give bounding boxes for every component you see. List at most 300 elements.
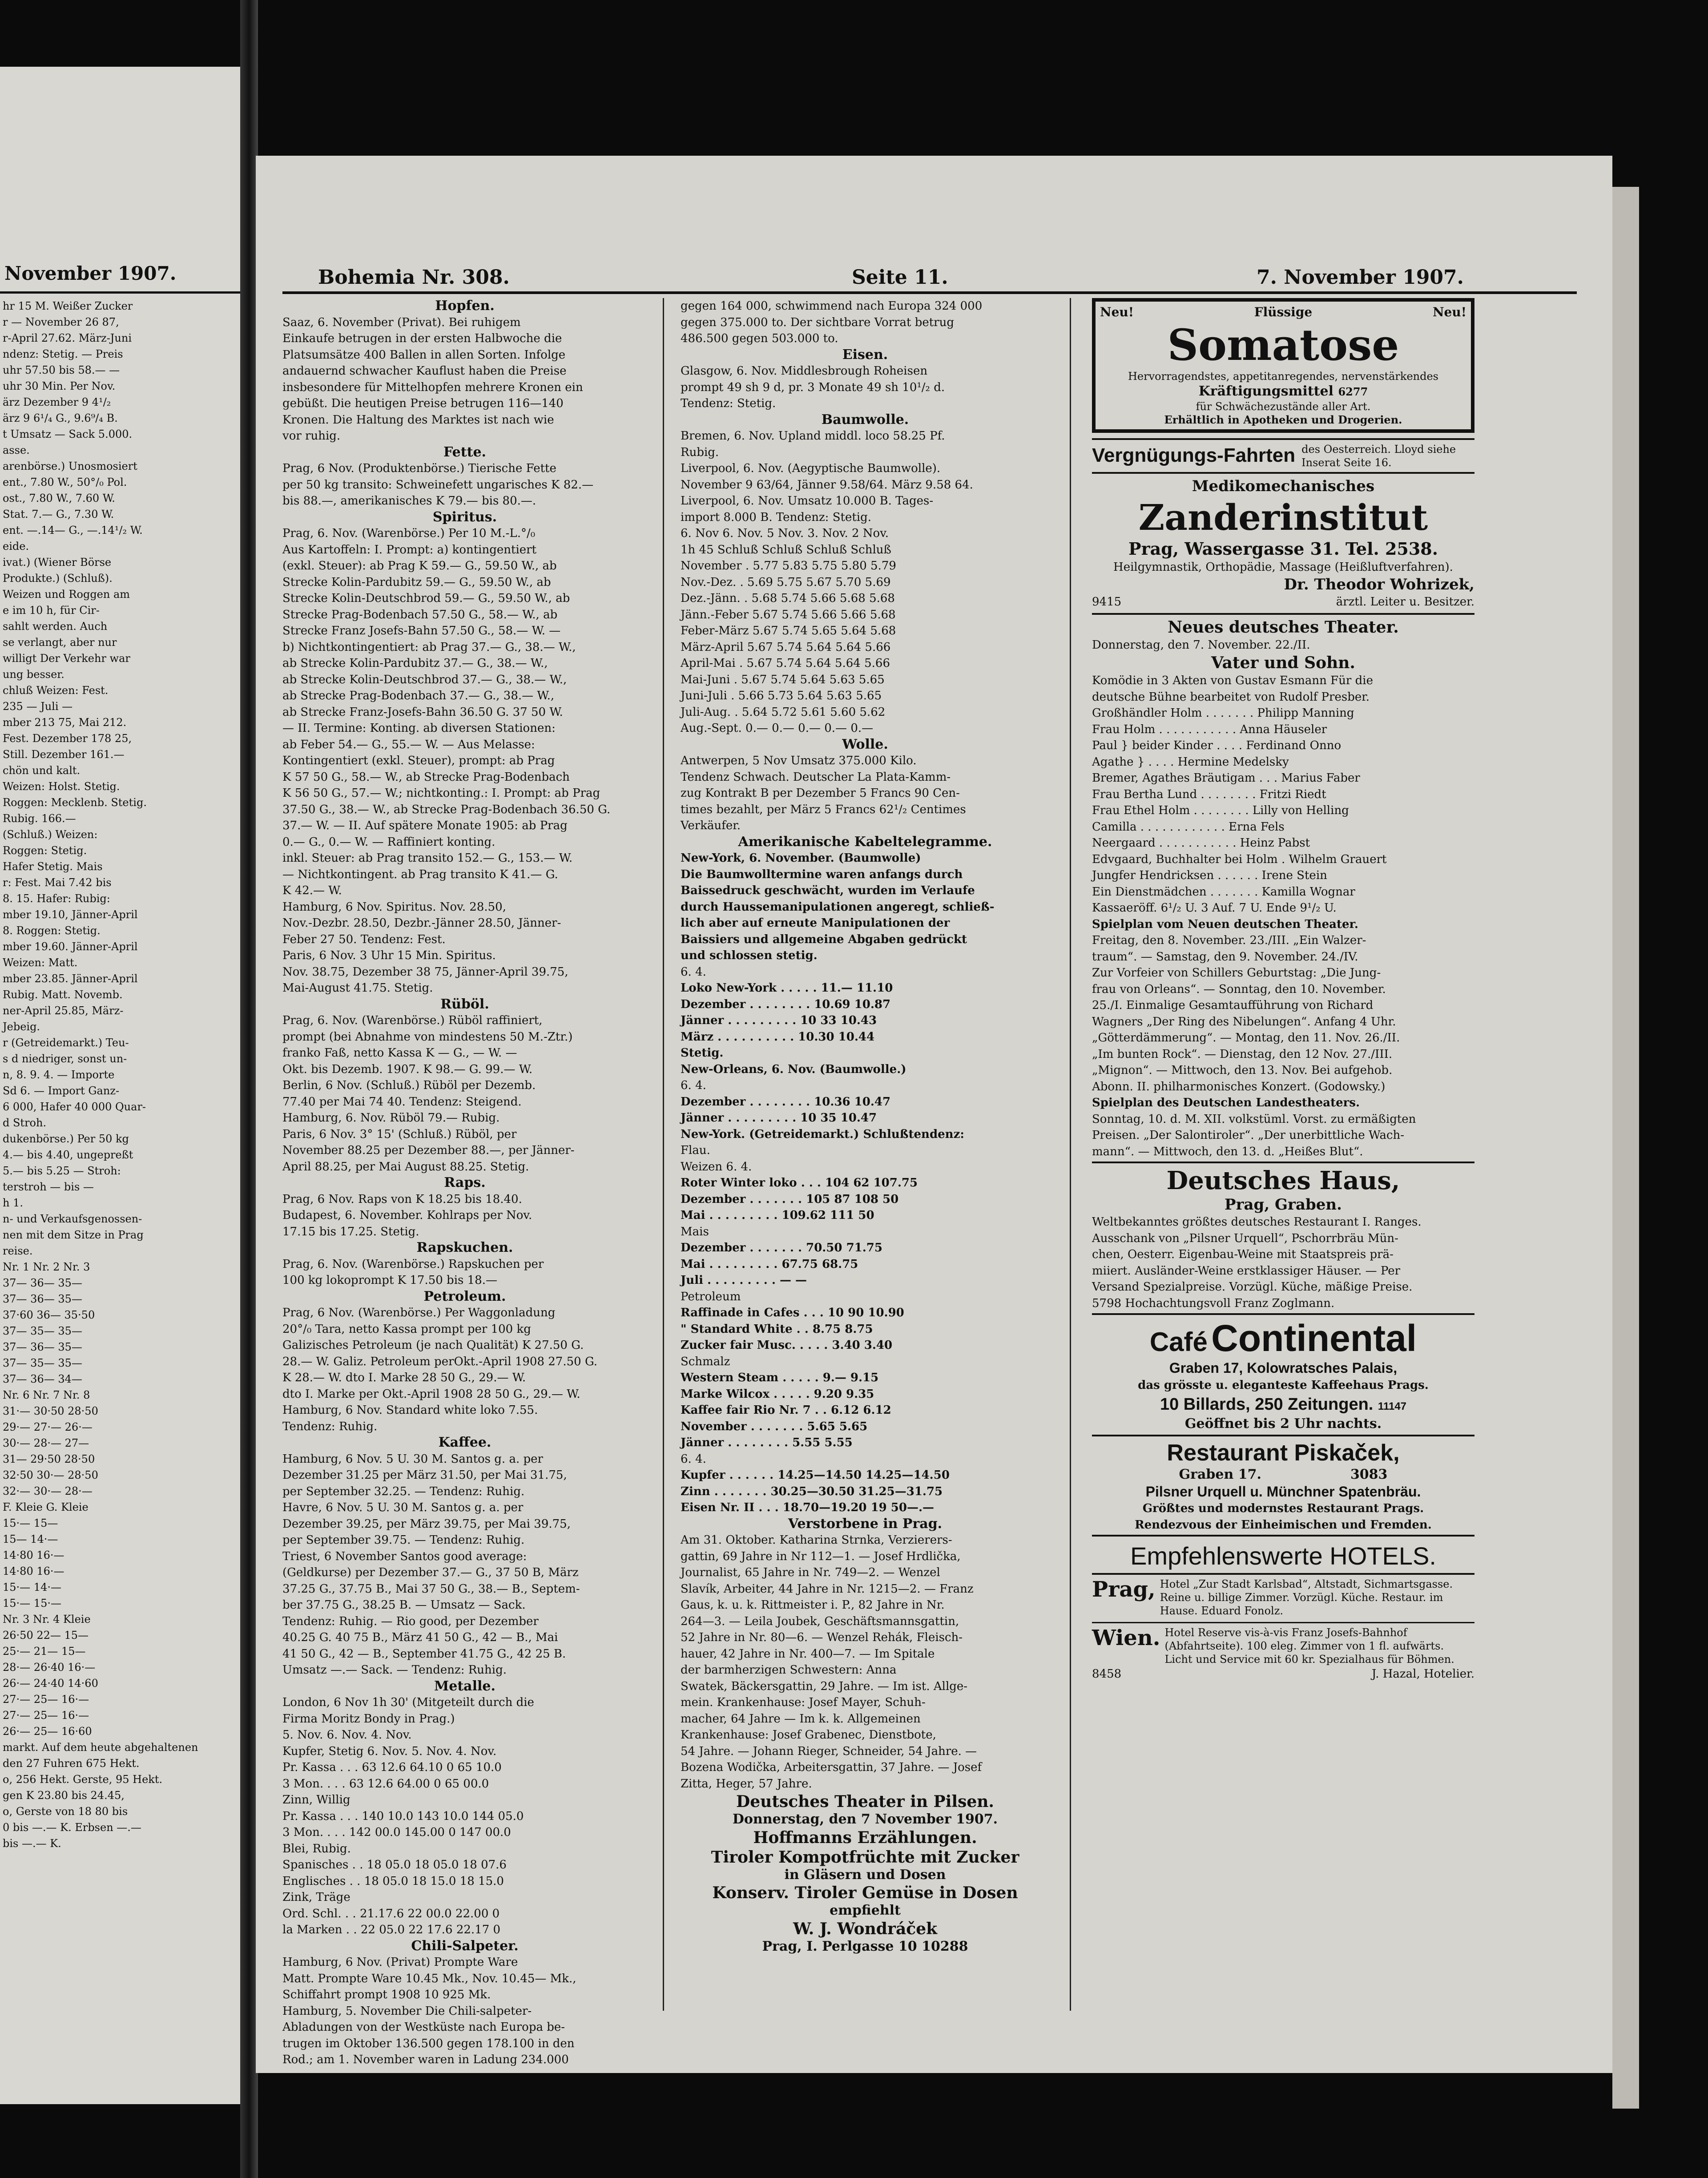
article-line: Eisen. <box>842 347 888 363</box>
theater-line: deutsche Bühne bearbeitet von Rudolf Presber. <box>1092 690 1370 704</box>
previous-page-line: o, Gerste von 18 80 bis <box>3 1805 128 1818</box>
article-line: macher, 64 Jahre — Im k. k. Allgemeinen <box>681 1712 921 1726</box>
article-line: Strecke Kolin-Pardubitz 59.— G., 59.50 W., ab <box>282 575 551 589</box>
previous-page-line: ent. —.14— G., —.14¹/₂ W. <box>3 524 143 536</box>
article-line: insbesondere für Mittelhopfen mehrere Kronen ein <box>282 380 583 394</box>
article-line: Western Steam . . . . . 9.— 9.15 <box>681 1371 879 1384</box>
previous-page-line: 14·80 16·— <box>3 1565 64 1577</box>
article-line: 40.25 G. 40 75 B., März 41 50 G., 42 — B., Mai <box>282 1631 558 1644</box>
previous-page-line: willigt Der Verkehr war <box>3 652 130 665</box>
previous-page-line: 26·50 22— 15— <box>3 1629 89 1642</box>
article-line: Hamburg, 6 Nov. Standard white loko 7.55. <box>282 1404 538 1417</box>
article-line: Eisen Nr. II . . . 18.70—19.20 19 50—.— <box>681 1501 935 1514</box>
article-line: Tendenz: Ruhig. — Rio good, per Dezember <box>282 1614 539 1628</box>
article-line: Stetig. <box>681 1046 724 1060</box>
previous-page-line: hr 15 M. Weißer Zucker <box>3 300 133 312</box>
article-line: la Marken . . 22 05.0 22 17.6 22.17 0 <box>282 1923 501 1936</box>
ad-haus-line: Ausschank von „Pilsner Urquell“, Pschorrbräu Mün- <box>1092 1231 1398 1245</box>
article-line: Dez.-Jänn. . 5.68 5.74 5.66 5.68 5.68 <box>681 592 895 605</box>
theater-line: Großhändler Holm . . . . . . . Philipp Manning <box>1092 706 1354 720</box>
article-line: lich aber auf erneute Manipulationen der <box>681 916 950 930</box>
article-line: November 88.25 per Dezember 88.—, per Jänner- <box>282 1144 575 1157</box>
ad-pisk-code: 3083 <box>1350 1466 1388 1482</box>
ad-haus-sub: Prag, Graben. <box>1225 1196 1342 1214</box>
ad-lloyd <box>1092 438 1474 474</box>
ad-somatose <box>1092 298 1474 433</box>
previous-page-line: Rubig. Matt. Novemb. <box>3 988 123 1001</box>
previous-page-line: ärz Dezember 9 4¹/₂ <box>3 396 111 408</box>
previous-page-line: 0 bis —.— K. Erbsen —.— <box>3 1821 141 1834</box>
article-line: Tiroler Kompotfrüchte mit Zucker <box>711 1847 1019 1867</box>
article-line: Budapest, 6. November. Kohlraps per Nov. <box>282 1209 532 1222</box>
article-line: Swatek, Bäckersgattin, 29 Jahre. — Im ist. Allge- <box>681 1679 968 1693</box>
theater-line: Paul } beider Kinder . . . . Ferdinand Onno <box>1092 739 1341 752</box>
article-line: Konserv. Tiroler Gemüse in Dosen <box>712 1884 1018 1902</box>
article-line: ab Feber 54.— G., 55.— W. — Aus Melasse: <box>282 738 535 751</box>
article-line: Aus Kartoffeln: I. Prompt: a) kontingentiert <box>282 543 537 557</box>
article-line: Chili-Salpeter. <box>411 1938 519 1954</box>
article-line: Jänner . . . . . . . . . 10 33 10.43 <box>681 1014 877 1027</box>
article-line: Hopfen. <box>435 298 495 314</box>
ad-haus-line: Weltbekanntes größtes deutsches Restaurant I. Ranges. <box>1092 1215 1422 1229</box>
previous-page-line: n, 8. 9. 4. — Importe <box>3 1069 115 1081</box>
article-line: 6. Nov 6. Nov. 5 Nov. 3. Nov. 2 Nov. <box>681 527 889 540</box>
article-line: Rapskuchen. <box>416 1240 513 1255</box>
article-line: Baumwolle. <box>821 411 909 428</box>
article-line: New-York, 6. November. (Baumwolle) <box>681 851 921 865</box>
article-line: 1h 45 Schluß Schluß Schluß Schluß <box>681 543 891 557</box>
ad-somatose-new-right: Neu! <box>1432 305 1466 319</box>
previous-page-line: r — November 26 87, <box>3 316 119 328</box>
article-line: Antwerpen, 5 Nov Umsatz 375.000 Kilo. <box>681 754 917 767</box>
article-line: 37.— W. — II. Auf spätere Monate 1905: ab Prag <box>282 819 568 832</box>
article-line: prompt 49 sh 9 d, pr. 3 Monate 49 sh 10¹/₂ d. <box>681 380 945 394</box>
theater-program <box>1092 617 1474 1164</box>
ad-hotels-prag-text: Hotel „Zur Stadt Karlsbad“, Altstadt, Sichmartsgasse. Reine u. billige Zimmer. Vorzügl. Küche. Restaur. im Hause. Eduard Fonolz. <box>1160 1578 1453 1617</box>
article-line: Matt. Prompte Ware 10.45 Mk., Nov. 10.45— Mk., <box>282 1972 576 1985</box>
previous-page-line: asse. <box>3 444 30 456</box>
theater-line: Frau Ethel Holm . . . . . . . . Lilly von Helling <box>1092 804 1349 817</box>
article-line: Mais <box>681 1225 709 1238</box>
article-line: bis 88.—, amerikanisches K 79.— bis 80.—. <box>282 494 536 508</box>
article-line: 77.40 per Mai 74 40. Tendenz: Steigend. <box>282 1095 522 1109</box>
article-line: Petroleum <box>681 1290 741 1303</box>
article-line: 28.— W. Galiz. Petroleum perOkt.-April 1908 27.50 G. <box>282 1355 598 1368</box>
ad-pisk-line4: Rendezvous der Einheimischen und Fremden. <box>1135 1518 1432 1532</box>
previous-page-line: 8. 15. Hafer: Rubig: <box>3 892 110 905</box>
previous-page-line: 8. Roggen: Stetig. <box>3 924 101 937</box>
column-separator <box>663 298 664 2011</box>
previous-page-line: ärz 9 6¹/₄ G., 9.6⁹/₄ B. <box>3 412 118 424</box>
article-line: Platsumsätze 400 Ballen in allen Sorten. Infolge <box>282 348 566 362</box>
theater-line: Neues deutsches Theater. <box>1168 617 1399 637</box>
ad-haus-title: Deutsches Haus, <box>1166 1166 1400 1195</box>
article-line: Pr. Kassa . . . 140 10.0 143 10.0 144 05.0 <box>282 1809 524 1823</box>
article-line: Dezember 39.25, per März 39.75, per Mai 39.75, <box>282 1517 571 1531</box>
article-line: Dezember . . . . . . . . 10.36 10.47 <box>681 1095 891 1109</box>
theater-line: Preisen. „Der Salontiroler“. „Der unerbittliche Wach- <box>1092 1129 1405 1142</box>
previous-page-header: November 1907. <box>4 262 177 284</box>
ad-somatose-desc: Hervorragendstes, appetitanregendes, nervenstärkendes <box>1128 370 1438 383</box>
previous-page-line: nen mit dem Sitze in Prag <box>3 1229 144 1241</box>
previous-page-line: mber 23.85. Jänner-April <box>3 972 138 985</box>
article-line: Slavík, Arbeiter, 44 Jahre in Nr. 1215—2. — Franz <box>681 1582 974 1596</box>
running-head-page: Seite 11. <box>852 266 948 289</box>
previous-page-line: chluß Weizen: Fest. <box>3 684 109 697</box>
ad-zander-address: Prag, Wassergasse 31. Tel. 2538. <box>1128 538 1438 559</box>
previous-page-line: terstroh — bis — <box>3 1181 94 1193</box>
article-line: 17.15 bis 17.25. Stetig. <box>282 1225 419 1238</box>
article-line: Berlin, 6 Nov. (Schluß.) Rüböl per Dezemb. <box>282 1079 536 1092</box>
article-line: 6. 4. <box>681 965 706 979</box>
article-line: Dezember 31.25 per März 31.50, per Mai 31.75, <box>282 1468 567 1482</box>
theater-line: Jungfer Hendricksen . . . . . . Irene Stein <box>1092 869 1327 882</box>
article-line: Baissedruck geschwächt, wurden im Verlaufe <box>681 884 975 897</box>
article-line: Okt. bis Dezemb. 1907. K 98.— G. 99.— W. <box>282 1062 533 1076</box>
article-line: 37.50 G., 38.— W., ab Strecke Prag-Bodenbach 36.50 G. <box>282 803 611 816</box>
article-line: Juli . . . . . . . . . — — <box>681 1274 807 1287</box>
article-line: Schmalz <box>681 1355 730 1368</box>
previous-page-line: 32·— 30·— 28·— <box>3 1485 93 1497</box>
previous-page-line: reise. <box>3 1245 33 1257</box>
article-line: Ord. Schl. . . 21.17.6 22 00.0 22.00 0 <box>282 1907 500 1920</box>
article-line: Juli-Aug. . 5.64 5.72 5.61 5.60 5.62 <box>681 705 886 719</box>
previous-page-line: eide. <box>3 540 29 553</box>
article-line: gegen 164 000, schwimmend nach Europa 324 000 <box>681 299 983 313</box>
article-line: Havre, 6 Nov. 5 U. 30 M. Santos g. a. per <box>282 1501 524 1514</box>
ad-cafe-continental <box>1092 1318 1474 1436</box>
article-line: Baissiers und allgemeine Abgaben gedrückt <box>681 932 967 946</box>
previous-page-line: sahlt werden. Auch <box>3 620 108 633</box>
previous-page-line: mber 19.10, Jänner-April <box>3 908 138 921</box>
article-line: Zinn . . . . . . . 30.25—30.50 31.25—31.75 <box>681 1484 943 1498</box>
theater-line: Donnerstag, den 7. November. 22./II. <box>1092 638 1310 652</box>
article-line: per September 39.75. — Tendenz: Ruhig. <box>282 1533 525 1547</box>
article-line: Rüböl. <box>440 996 489 1012</box>
article-line: Hamburg, 6 Nov. 5 U. 30 M. Santos g. a. per <box>282 1452 543 1466</box>
ad-restaurant-piskacek <box>1092 1439 1474 1537</box>
article-line: zug Kontrakt B per Dezember 5 Francs 90 Cen- <box>681 786 960 800</box>
theater-line: Ein Dienstmädchen . . . . . . . Kamilla Wognar <box>1092 885 1355 899</box>
previous-page-line: mber 213 75, Mai 212. <box>3 716 127 729</box>
previous-page-line: 37— 36— 34— <box>3 1373 82 1385</box>
article-line: Tendenz Schwach. Deutscher La Plata-Kamm- <box>681 770 951 784</box>
article-line: hauer, 42 Jahre in Nr. 400—7. — Im Spitale <box>681 1647 935 1661</box>
ad-somatose-code: 6277 <box>1338 385 1368 398</box>
theater-line: Spielplan vom Neuen deutschen Theater. <box>1092 917 1358 931</box>
article-line: in Gläsern und Dosen <box>784 1867 946 1883</box>
previous-page <box>0 67 240 2104</box>
previous-page-line: 15·— 15— <box>3 1517 58 1529</box>
article-line: gebüßt. Die heutigen Preise betrugen 116—140 <box>282 397 564 410</box>
article-line: Prag, I. Perlgasse 10 10288 <box>762 1938 968 1954</box>
previous-page-line: Stat. 7.— G., 7.30 W. <box>3 508 114 520</box>
article-line: London, 6 Nov 1h 30' (Mitgeteilt durch die <box>282 1696 534 1709</box>
article-line: Juni-Juli . 5.66 5.73 5.64 5.63 5.65 <box>681 689 882 702</box>
article-line: Kupfer . . . . . . 14.25—14.50 14.25—14.50 <box>681 1468 950 1482</box>
article-line: 264—3. — Leila Joubek, Geschäftsmannsgattin, <box>681 1614 959 1628</box>
previous-page-line: F. Kleie G. Kleie <box>3 1501 89 1513</box>
previous-page-line: ivat.) (Wiener Börse <box>3 556 112 569</box>
article-line: Hamburg, 5. November Die Chili-salpeter- <box>282 2004 532 2018</box>
article-line: 6. 4. <box>681 1079 706 1092</box>
article-line: Prag, 6. Nov. (Warenbörse.) Rapskuchen per <box>282 1257 544 1271</box>
article-line: März . . . . . . . . . . 10.30 10.44 <box>681 1030 875 1044</box>
article-line: Mai-August 41.75. Stetig. <box>282 981 433 995</box>
article-line: Am 31. Oktober. Katharina Strnka, Verzierers- <box>681 1533 952 1547</box>
newspaper-page <box>256 156 1612 2073</box>
article-line: November . . . . . . . 5.65 5.65 <box>681 1420 868 1433</box>
previous-page-line: (Schluß.) Weizen: <box>3 828 98 841</box>
article-line: " Standard White . . 8.75 8.75 <box>681 1322 873 1336</box>
previous-page-line: 37— 36— 35— <box>3 1293 82 1305</box>
theater-line: Neergaard . . . . . . . . . . . Heinz Pabst <box>1092 836 1310 850</box>
ad-zander-title: Zanderinstitut <box>1138 496 1428 538</box>
article-line: Bremen, 6. Nov. Upland middl. loco 58.25 Pf. <box>681 429 945 443</box>
article-line: Zink, Träge <box>282 1891 350 1904</box>
previous-page-line: d Stroh. <box>3 1117 47 1129</box>
article-line: Schiffahrt prompt 1908 10 925 Mk. <box>282 1988 491 2001</box>
theater-line: Bremer, Agathes Bräutigam . . . Marius Faber <box>1092 771 1360 785</box>
column-separator <box>1070 298 1071 2011</box>
article-line: Liverpool, 6. Nov. Umsatz 10.000 B. Tages- <box>681 494 934 508</box>
article-line: Bozena Wodička, Arbeitersgattin, 37 Jahre. — Josef <box>681 1761 982 1774</box>
article-line: Prag, 6 Nov. Raps von K 18.25 bis 18.40. <box>282 1192 522 1206</box>
article-line: times bezahlt, per März 5 Francs 62¹/₂ Centimes <box>681 803 966 816</box>
article-line: mein. Krankenhause: Josef Mayer, Schuh- <box>681 1696 926 1709</box>
theater-line: Edvgaard, Buchhalter bei Holm . Wilhelm Grauert <box>1092 852 1387 866</box>
ad-hotels-wien-city: Wien. <box>1092 1625 1160 1650</box>
ad-pisk-title: Restaurant Piskaček, <box>1167 1440 1400 1466</box>
ad-hotels-wien-text: Hotel Reserve vis-à-vis Franz Josefs-Bahnhof (Abfahrtseite). 100 eleg. Zimmer von 1 fl. aufwärts. Licht und Service mit 60 kr. Spezialhaus für Böhmen. <box>1164 1626 1454 1666</box>
theater-line: Frau Holm . . . . . . . . . . . Anna Häuseler <box>1092 722 1327 736</box>
ad-pisk-line1: Graben 17. <box>1179 1466 1261 1482</box>
ad-deutsches-haus <box>1092 1166 1474 1315</box>
ad-haus-line: chen, Oesterr. Eigenbau-Weine mit Staatspreis prä- <box>1092 1248 1394 1261</box>
article-line: Flau. <box>681 1144 710 1157</box>
article-line: Krankenhause: Josef Grabenec, Dienstbote, <box>681 1728 936 1742</box>
previous-page-line: 4.— bis 4.40, ungepreßt <box>3 1149 133 1161</box>
article-line: Prag, 6. Nov. (Warenbörse.) Rüböl raffiniert, <box>282 1014 543 1027</box>
previous-page-line: n- und Verkaufsgenossen- <box>3 1213 142 1225</box>
previous-page-line: e im 10 h, für Cir- <box>3 604 100 617</box>
article-line: Kaffee. <box>438 1435 491 1450</box>
ad-pisk-line2: Pilsner Urquell u. Münchner Spatenbräu. <box>1145 1484 1421 1500</box>
article-line: Gaus, k. u. k. Rittmeister i. P., 82 Jahre in Nr. <box>681 1598 945 1612</box>
article-line: dto I. Marke per Okt.-April 1908 28 50 G., 29.— W. <box>282 1387 580 1401</box>
ad-hotels-owner: J. Hazal, Hotelier. <box>1371 1667 1474 1681</box>
article-line: Jänn.-Feber 5.67 5.74 5.66 5.66 5.68 <box>681 608 896 621</box>
article-line: Glasgow, 6. Nov. Middlesbrough Roheisen <box>681 364 928 378</box>
article-line: Dezember . . . . . . . 105 87 108 50 <box>681 1192 899 1206</box>
previous-page-line: 37— 36— 35— <box>3 1277 82 1289</box>
article-line: Petroleum. <box>423 1288 506 1304</box>
previous-page-line: 28·— 26·40 16·— <box>3 1661 96 1674</box>
article-line: Kronen. Die Haltung des Marktes ist nach wie <box>282 413 554 427</box>
ad-somatose-availability: Erhältlich in Apotheken und Drogerien. <box>1164 413 1402 426</box>
ad-hotels-code: 8458 <box>1092 1667 1122 1681</box>
previous-page-line: Roggen: Mecklenb. Stetig. <box>3 796 147 809</box>
previous-page-line: den 27 Fuhren 675 Hekt. <box>3 1757 140 1770</box>
article-line: der barmherzigen Schwestern: Anna <box>681 1663 897 1677</box>
article-line: gegen 375.000 to. Der sichtbare Vorrat betrug <box>681 315 954 329</box>
article-line: New-York. (Getreidemarkt.) Schlußtendenz: <box>681 1127 964 1141</box>
previous-page-line: Nr. 6 Nr. 7 Nr. 8 <box>3 1389 90 1401</box>
article-line: Fette. <box>443 444 486 460</box>
article-line: Prag, 6. Nov. (Warenbörse.) Per 10 M.-L.°/₀ <box>282 527 536 540</box>
theater-line: „Götterdämmerung“. — Montag, den 11. Nov. 26./II. <box>1092 1031 1400 1045</box>
previous-page-line: ndenz: Stetig. — Preis <box>3 348 123 360</box>
ad-zander-desc: Heilgymnastik, Orthopädie, Massage (Heißluftverfahren). <box>1113 560 1453 574</box>
article-line: Englisches . . 18 05.0 18 15.0 18 15.0 <box>282 1874 504 1888</box>
article-line: prompt (bei Abnahme von mindestens 50 M.-Ztr.) <box>282 1030 573 1044</box>
article-line: durch Haussemanipulationen angeregt, schließ- <box>681 900 995 914</box>
previous-page-line: uhr 30 Min. Per Nov. <box>3 380 116 392</box>
article-line: — II. Termine: Konting. ab diversen Stationen: <box>282 722 556 735</box>
ad-zander-kicker: Medikomechanisches <box>1192 477 1375 495</box>
article-line: Raffinade in Cafes . . . 10 90 10.90 <box>681 1306 904 1319</box>
article-line: Jänner . . . . . . . . 5.55 5.55 <box>681 1436 853 1449</box>
article-line: Mai . . . . . . . . . 109.62 111 50 <box>681 1209 874 1222</box>
previous-page-line: 25·— 21— 15— <box>3 1645 86 1658</box>
article-line: März-April 5.67 5.74 5.64 5.64 5.66 <box>681 640 891 654</box>
article-line: Firma Moritz Bondy in Prag.) <box>282 1712 455 1726</box>
previous-page-line: ent., 7.80 W., 50°/₀ Pol. <box>3 476 127 488</box>
ad-somatose-sub: Kräftigungsmittel <box>1198 383 1334 399</box>
article-line: b) Nichtkontingentiert: ab Prag 37.— G., 38.— W., <box>282 640 576 654</box>
article-line: Dezember . . . . . . . . 10.69 10.87 <box>681 997 891 1011</box>
article-line: Spiritus. <box>432 509 497 525</box>
ad-cafe-line4: Geöffnet bis 2 Uhr nachts. <box>1184 1416 1382 1432</box>
previous-page-line: Fest. Dezember 178 25, <box>3 732 132 745</box>
article-line: (exkl. Steuer): ab Prag K 59.— G., 59.50 W., ab <box>282 559 557 573</box>
article-line: April-Mai . 5.67 5.74 5.64 5.64 5.66 <box>681 657 890 670</box>
theater-line: Komödie in 3 Akten von Gustav Esmann Für die <box>1092 674 1373 687</box>
article-line: import 8.000 B. Tendenz: Stetig. <box>681 510 872 524</box>
article-line: Mai . . . . . . . . . 67.75 68.75 <box>681 1257 858 1271</box>
previous-page-rule <box>0 291 240 294</box>
article-line: Zucker fair Musc. . . . . 3.40 3.40 <box>681 1339 893 1352</box>
article-line: Galizisches Petroleum (je nach Qualität) K 27.50 G. <box>282 1339 584 1352</box>
article-line: gattin, 69 Jahre in Nr 112—1. — Josef Hrdlička, <box>681 1549 961 1563</box>
article-line: Prag, 6 Nov. (Warenbörse.) Per Waggonladung <box>282 1306 556 1319</box>
article-line: trugen im Oktober 136.500 gegen 178.100 in den <box>282 2037 575 2050</box>
article-line: Umsatz —.— Sack. — Tendenz: Ruhig. <box>282 1663 507 1677</box>
article-line: ber 37.75 G., 38.25 B. — Umsatz — Sack. <box>282 1598 526 1612</box>
article-line: Marke Wilcox . . . . . 9.20 9.35 <box>681 1387 874 1401</box>
article-line: Strecke Prag-Bodenbach 57.50 G., 58.— W., ab <box>282 608 558 621</box>
previous-page-line: Rubig. 166.— <box>3 812 76 825</box>
article-line: Verkäufer. <box>681 819 741 832</box>
ad-lloyd-title: Vergnügungs-Fahrten <box>1092 444 1296 467</box>
article-line: Paris, 6 Nov. 3 Uhr 15 Min. Spiritus. <box>282 949 496 962</box>
page-edge <box>1612 187 1639 2109</box>
article-line: 5. Nov. 6. Nov. 4. Nov. <box>282 1728 412 1742</box>
previous-page-line: 32·50 30·— 28·50 <box>3 1469 98 1481</box>
theater-line: Sonntag, 10. d. M. XII. volkstüml. Vorst. zu ermäßigten <box>1092 1112 1416 1126</box>
previous-page-line: 15— 14·— <box>3 1533 58 1545</box>
article-line: Tendenz: Stetig. <box>681 397 776 410</box>
previous-page-line: 15·— 14·— <box>3 1581 61 1593</box>
ad-hotels-title: Empfehlenswerte HOTELS. <box>1092 1539 1474 1575</box>
article-line: Strecke Franz Josefs-Bahn 57.50 G., 58.— W. — <box>282 624 561 637</box>
previous-page-line: 235 — Juli — <box>3 700 73 713</box>
ad-zander-role: ärztl. Leiter u. Besitzer. <box>1336 595 1474 609</box>
article-line: K 57 50 G., 58.— W., ab Strecke Prag-Bodenbach <box>282 770 570 784</box>
article-line: 100 kg lokoprompt K 17.50 bis 18.— <box>282 1274 497 1287</box>
previous-page-line: 5.— bis 5.25 — Stroh: <box>3 1165 121 1177</box>
ad-lloyd-note: des Oesterreich. Lloyd siehe Inserat Seite 16. <box>1301 443 1456 469</box>
article-line: Strecke Kolin-Deutschbrod 59.— G., 59.50 W., ab <box>282 592 570 605</box>
running-head-date: 7. November 1907. <box>1257 266 1464 289</box>
previous-page-line: 37— 35— 35— <box>3 1357 82 1369</box>
article-line: Raps. <box>444 1175 486 1190</box>
previous-page-line: 27·— 25— 16·— <box>3 1693 89 1706</box>
article-line: 3 Mon. . . . 142 00.0 145.00 0 147 00.0 <box>282 1826 511 1839</box>
ad-cafe-line2: das grösste u. eleganteste Kaffeehaus Prags. <box>1138 1379 1429 1392</box>
previous-page-line: s d niedriger, sonst un- <box>3 1053 127 1065</box>
article-line: (Geldkurse) per Dezember 37.— G., 37 50 B, März <box>282 1566 579 1579</box>
previous-page-line: o, 256 Hekt. Gerste, 95 Hekt. <box>3 1773 163 1786</box>
previous-page-line: 26·— 24·40 14·60 <box>3 1677 98 1690</box>
previous-page-line: Still. Dezember 161.— <box>3 748 125 761</box>
previous-page-line: r: Fest. Mai 7.42 bis <box>3 876 112 889</box>
ad-somatose-name: Somatose <box>1167 319 1399 370</box>
article-line: K 28.— W. dto I. Marke 28 50 G., 29.— W. <box>282 1371 526 1384</box>
article-line: Nov.-Dezbr. 28.50, Dezbr.-Jänner 28.50, Jänner- <box>282 916 561 930</box>
article-line: Einkaufe betrugen in der ersten Halbwoche die <box>282 332 562 345</box>
previous-page-line: 30·— 28·— 27— <box>3 1437 89 1449</box>
article-line: Loko New-York . . . . . 11.— 11.10 <box>681 981 893 995</box>
article-line: Liverpool, 6. Nov. (Aegyptische Baumwolle). <box>681 462 941 475</box>
ad-cafe-code: 11147 <box>1378 1400 1407 1412</box>
article-line: Verstorbene in Prag. <box>788 1516 943 1532</box>
ad-somatose-sub2: für Schwächezustände aller Art. <box>1196 400 1371 413</box>
article-line: Triest, 6 November Santos good average: <box>282 1549 527 1563</box>
column-advertisements <box>1092 298 1474 2011</box>
ad-cafe-title-b: Continental <box>1211 1317 1417 1359</box>
article-line: Kontingentiert (exkl. Steuer), prompt: ab Prag <box>282 754 555 767</box>
article-line: 20°/₀ Tara, netto Kassa prompt per 100 kg <box>282 1322 531 1336</box>
article-line: Hamburg, 6 Nov. Spiritus. Nov. 28.50, <box>282 900 506 914</box>
ad-haus-text <box>1092 1214 1474 1311</box>
column-markets-1 <box>282 298 647 2066</box>
article-line: W. J. Wondráček <box>793 1919 938 1938</box>
article-line: ab Strecke Kolin-Pardubitz 37.— G., 38.— W., <box>282 657 548 670</box>
previous-page-line: 29·— 27·— 26·— <box>3 1421 93 1433</box>
article-line: Journalist, 65 Jahre in Nr. 749—2. — Wenzel <box>681 1566 940 1579</box>
previous-page-line: dukenbörse.) Per 50 kg <box>3 1133 129 1145</box>
previous-page-line: 6 000, Hafer 40 000 Quar- <box>3 1101 146 1113</box>
article-line: 52 Jahre in Nr. 80—6. — Wenzel Rehák, Fleisch- <box>681 1631 963 1644</box>
article-line: Jänner . . . . . . . . . 10 35 10.47 <box>681 1111 877 1125</box>
article-line: Kupfer, Stetig 6. Nov. 5. Nov. 4. Nov. <box>282 1744 497 1758</box>
previous-page-line: bis —.— K. <box>3 1837 61 1850</box>
article-line: Tendenz: Ruhig. <box>282 1420 378 1433</box>
article-line: Metalle. <box>434 1678 495 1694</box>
article-line: Rod.; am 1. November waren in Ladung 234.000 <box>282 2053 569 2066</box>
article-line: Hamburg, 6. Nov. Rüböl 79.— Rubig. <box>282 1111 500 1125</box>
previous-page-line: 37— 35— 35— <box>3 1325 82 1337</box>
article-line: Die Baumwolltermine waren anfangs durch <box>681 867 963 881</box>
article-line: Zitta, Heger, 57 Jahre. <box>681 1777 812 1791</box>
article-line: Wolle. <box>842 736 888 752</box>
article-line: Zinn, Willig <box>282 1793 350 1807</box>
article-line: 41 50 G., 42 — B., September 41.75 G., 42 25 B. <box>282 1647 566 1661</box>
previous-page-line: gen K 23.80 bis 24.45, <box>3 1789 125 1802</box>
article-line: Nov.-Dez. . 5.69 5.75 5.67 5.70 5.69 <box>681 575 891 589</box>
previous-page-line: 15·— 15·— <box>3 1597 61 1609</box>
